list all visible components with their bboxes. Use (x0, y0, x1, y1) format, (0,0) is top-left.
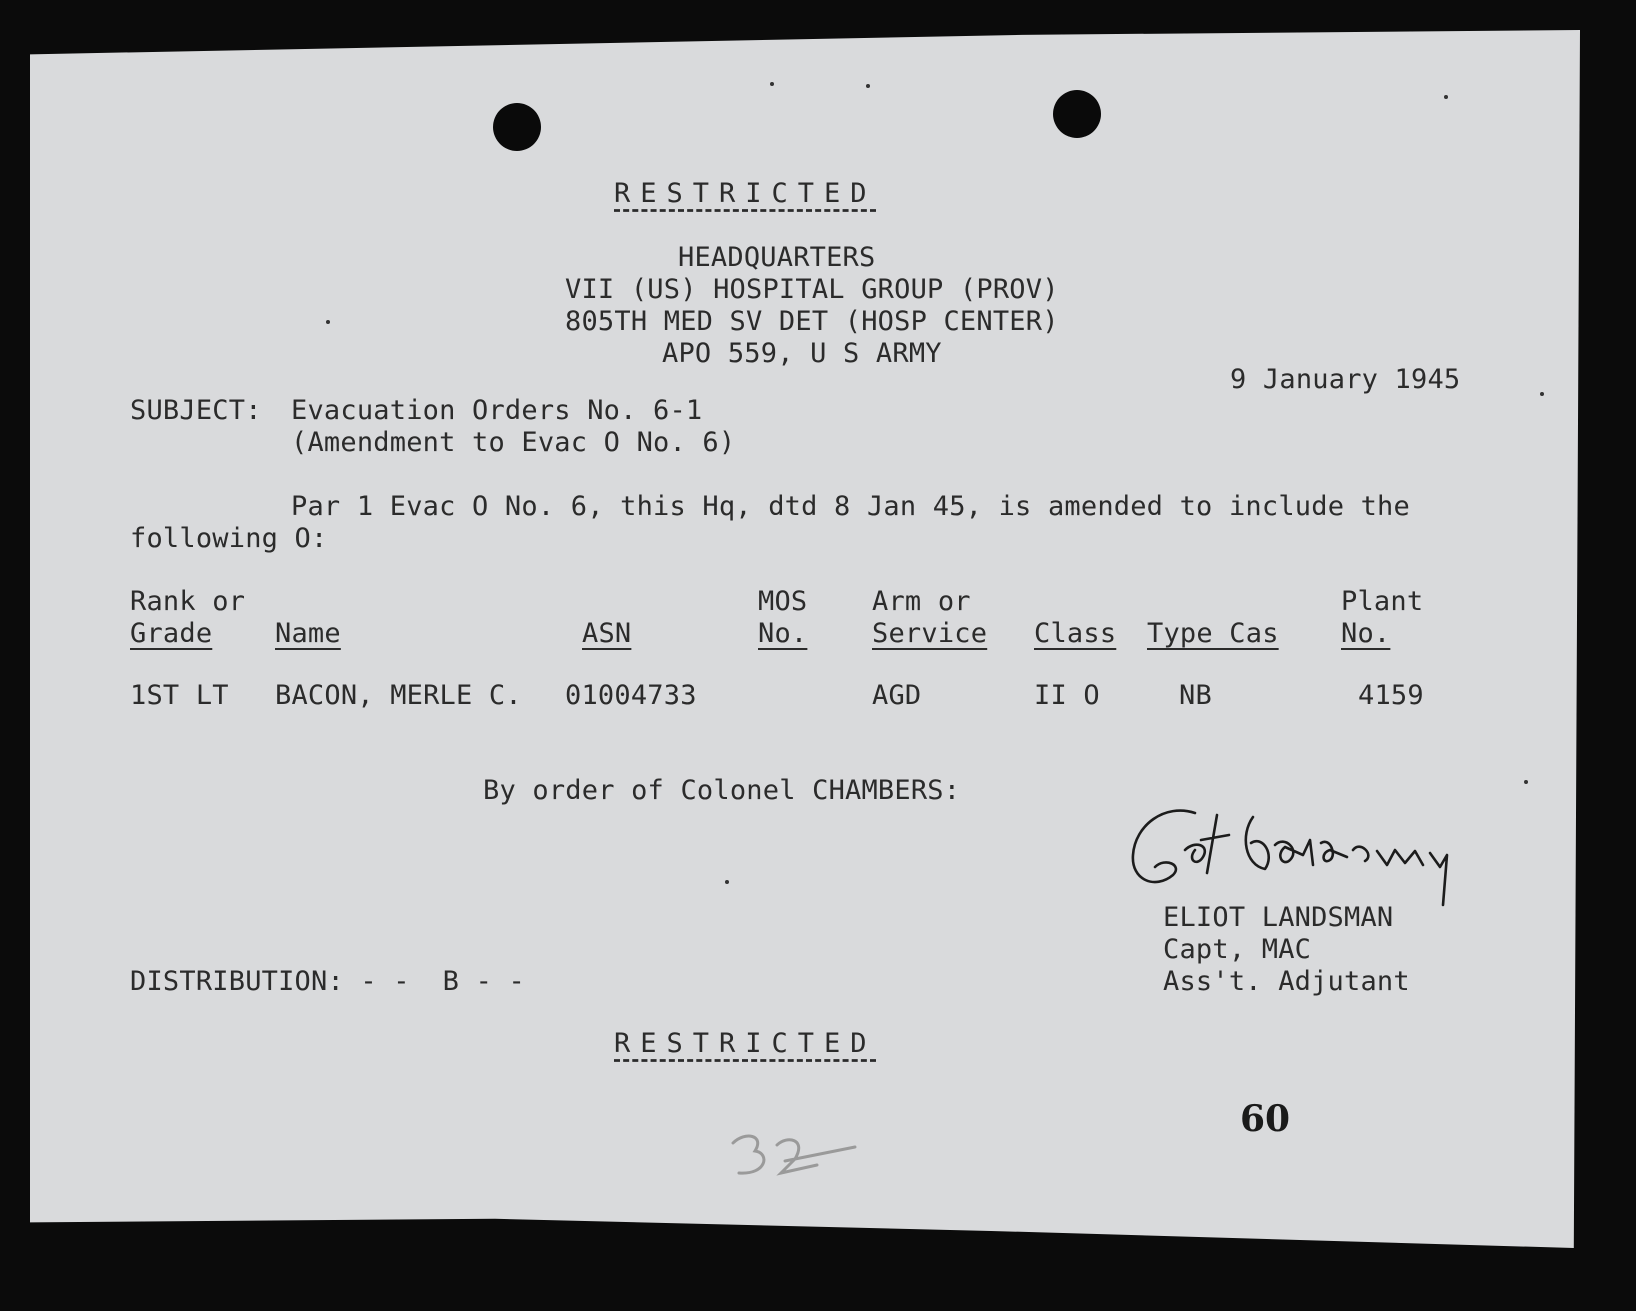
col-header-type-cas: Type Cas (1147, 618, 1279, 649)
col-header-arm-bottom: Service (872, 618, 988, 649)
col-header-plant-bottom: No. (1341, 618, 1391, 649)
paper-speck (725, 880, 729, 884)
header-line-1: HEADQUARTERS (678, 242, 876, 273)
cell-plant: 4159 (1358, 680, 1424, 711)
body-line-2: following O: (130, 523, 328, 554)
cell-rank: 1ST LT (130, 680, 229, 711)
subject-line-2: (Amendment to Evac O No. 6) (291, 427, 736, 458)
cell-type-cas: NB (1179, 680, 1212, 711)
cell-arm: AGD (872, 680, 922, 711)
body-line-1: Par 1 Evac O No. 6, this Hq, dtd 8 Jan 45, is amended to include the (291, 491, 1410, 522)
col-header-mos-bottom: No. (758, 618, 808, 649)
classification-top: RESTRICTED (614, 178, 877, 209)
col-header-mos-top: MOS (758, 586, 808, 617)
order-line: By order of Colonel CHAMBERS: (483, 775, 961, 806)
paper-speck (1444, 95, 1448, 99)
paper-speck (866, 84, 870, 88)
col-header-class: Class (1034, 618, 1117, 649)
signer-rank: Capt, MAC (1163, 934, 1312, 965)
signer-name: ELIOT LANDSMAN (1163, 902, 1394, 933)
distribution-line: DISTRIBUTION: - - B - - (130, 966, 525, 997)
signer-title: Ass't. Adjutant (1163, 966, 1410, 997)
cell-class: II O (1034, 680, 1100, 711)
header-line-4: APO 559, U S ARMY (662, 338, 942, 369)
document-date: 9 January 1945 (1230, 364, 1461, 395)
col-header-plant-top: Plant (1341, 586, 1424, 617)
header-line-3: 805TH MED SV DET (HOSP CENTER) (565, 306, 1059, 337)
paper-speck (770, 82, 774, 86)
col-header-asn: ASN (582, 618, 632, 649)
subject-line-1: Evacuation Orders No. 6-1 (291, 395, 703, 426)
pencil-mark (725, 1125, 865, 1185)
col-header-name: Name (275, 618, 341, 649)
paper-speck (1540, 392, 1544, 396)
page-number: 60 (1240, 1098, 1291, 1140)
punch-hole (1053, 90, 1101, 138)
header-line-2: VII (US) HOSPITAL GROUP (PROV) (565, 274, 1059, 305)
col-header-rank-top: Rank or (130, 586, 246, 617)
classification-bottom: RESTRICTED (614, 1028, 877, 1059)
paper-speck (326, 320, 330, 324)
col-header-rank-bottom: Grade (130, 618, 213, 649)
paper-speck (1524, 780, 1528, 784)
cell-name: BACON, MERLE C. (275, 680, 522, 711)
punch-hole (493, 103, 541, 151)
cell-asn: 01004733 (565, 680, 697, 711)
subject-label: SUBJECT: (130, 395, 262, 426)
col-header-arm-top: Arm or (872, 586, 971, 617)
